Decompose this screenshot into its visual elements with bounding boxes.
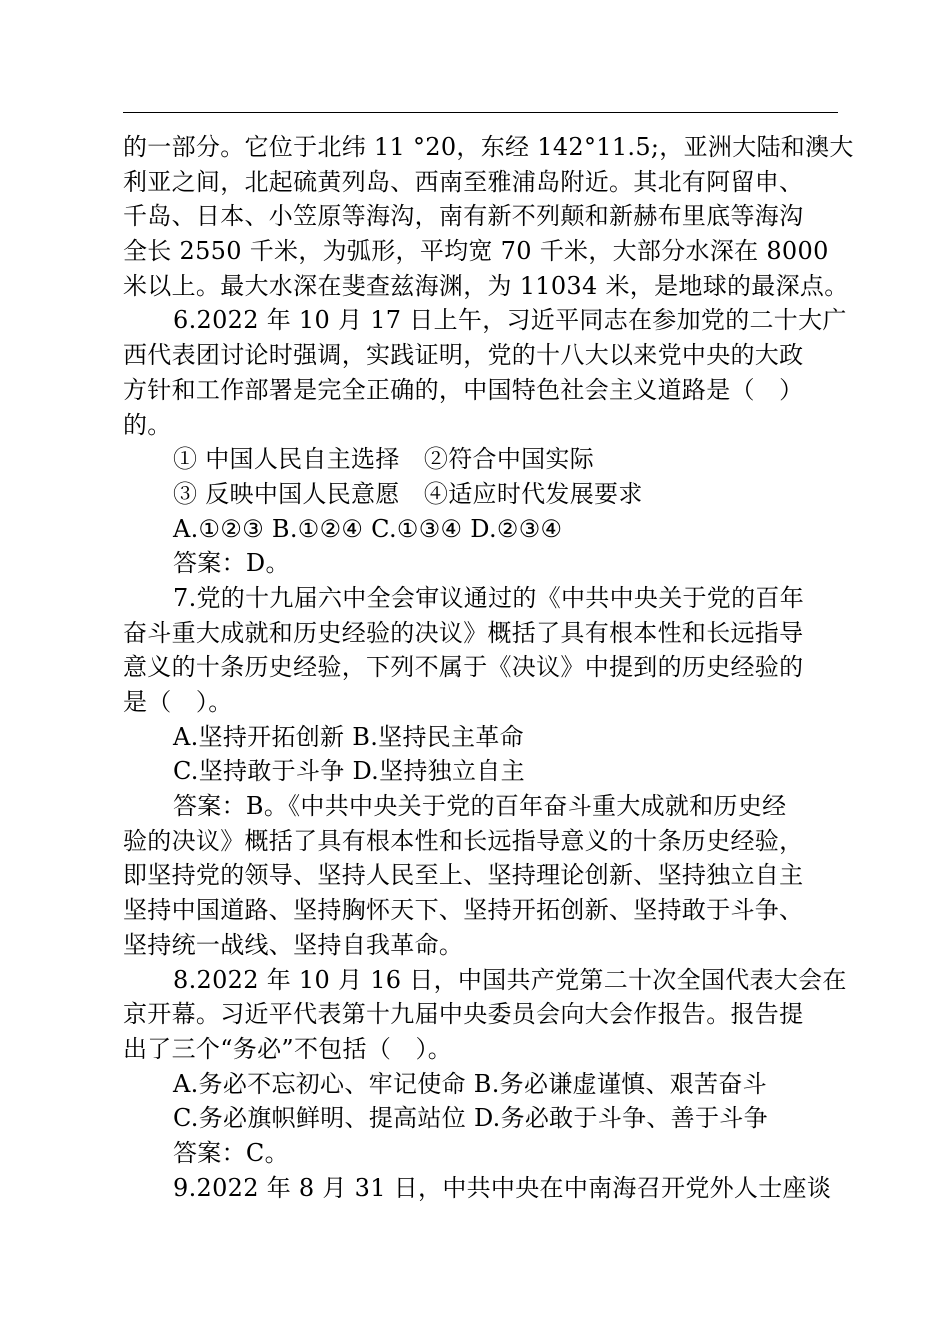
question-8-options: C.务必旗帜鲜明、提高站位 D.务必敢于斗争、善于斗争 xyxy=(173,1104,768,1133)
document-page xyxy=(123,0,854,1344)
text-line: 坚持统一战线、坚持自我革命。 xyxy=(123,930,464,959)
question-6-statements: ① 中国人民自主选择 ②符合中国实际 xyxy=(173,445,595,474)
question-7-stem: 7.党的十九届六中全会审议通过的《中共中央关于党的百年 xyxy=(173,583,804,612)
question-7-options: A.坚持开拓创新 B.坚持民主革命 xyxy=(173,722,524,751)
question-6-statements: ③ 反映中国人民意愿 ④适应时代发展要求 xyxy=(173,479,643,508)
question-6-stem: 6.2022 年 10 月 17 日上午，习近平同志在参加党的二十大广 xyxy=(173,306,847,335)
question-6-answer: 答案：D。 xyxy=(173,549,290,578)
text-line: 的。 xyxy=(123,410,172,439)
question-6-options: A.①②③ B.①②④ C.①③④ D.②③④ xyxy=(173,514,563,543)
text-line: 奋斗重大成就和历史经验的决议》概括了具有根本性和长远指导 xyxy=(123,618,804,647)
header-rule xyxy=(123,112,838,113)
question-8-answer: 答案：C。 xyxy=(173,1138,289,1167)
question-8-stem: 8.2022 年 10 月 16 日，中国共产党第二十次全国代表大会在 xyxy=(173,965,847,994)
text-line: 西代表团讨论时强调，实践证明，党的十八大以来党中央的大政 xyxy=(123,341,804,370)
question-9-stem: 9.2022 年 8 月 31 日，中共中央在中南海召开党外人士座谈 xyxy=(173,1173,832,1202)
document-body xyxy=(123,130,854,1205)
text-line: 验的决议》概括了具有根本性和长远指导意义的十条历史经验， xyxy=(123,826,804,855)
text-line: 是（ ）。 xyxy=(123,688,233,716)
question-8-options: A.务必不忘初心、牢记使命 B.务必谦虚谨慎、艰苦奋斗 xyxy=(173,1069,767,1098)
text-line: 坚持中国道路、坚持胸怀天下、坚持开拓创新、坚持敢于斗争、 xyxy=(123,896,804,925)
text-line: 千岛、日本、小笠原等海沟，南有新不列颠和新赫布里底等海沟 xyxy=(123,202,804,231)
text-line: 意义的十条历史经验，下列不属于《决议》中提到的历史经验的 xyxy=(123,653,804,682)
text-line: 米以上。最大水深在斐查兹海渊，为 11034 米，是地球的最深点。 xyxy=(123,271,849,300)
text-line: 的一部分。它位于北纬 11 °20，东经 142°11.5;，亚洲大陆和澳大 xyxy=(123,133,854,161)
question-7-options: C.坚持敢于斗争 D.坚持独立自主 xyxy=(173,757,525,786)
text-line: 全长 2550 千米，为弧形，平均宽 70 千米，大部分水深在 8000 xyxy=(123,237,829,266)
question-7-answer: 答案：B。《中共中央关于党的百年奋斗重大成就和历史经 xyxy=(173,792,787,821)
text-line: 即坚持党的领导、坚持人民至上、坚持理论创新、坚持独立自主 xyxy=(123,861,804,890)
text-line: 利亚之间，北起硫黄列岛、西南至雅浦岛附近。其北有阿留申、 xyxy=(123,167,804,196)
text-line: 方针和工作部署是完全正确的，中国特色社会主义道路是（ ） xyxy=(123,375,804,404)
text-line: 京开幕。习近平代表第十九届中央委员会向大会作报告。报告提 xyxy=(123,1000,804,1029)
text-line: 出了三个“务必”不包括（ ）。 xyxy=(123,1034,453,1063)
